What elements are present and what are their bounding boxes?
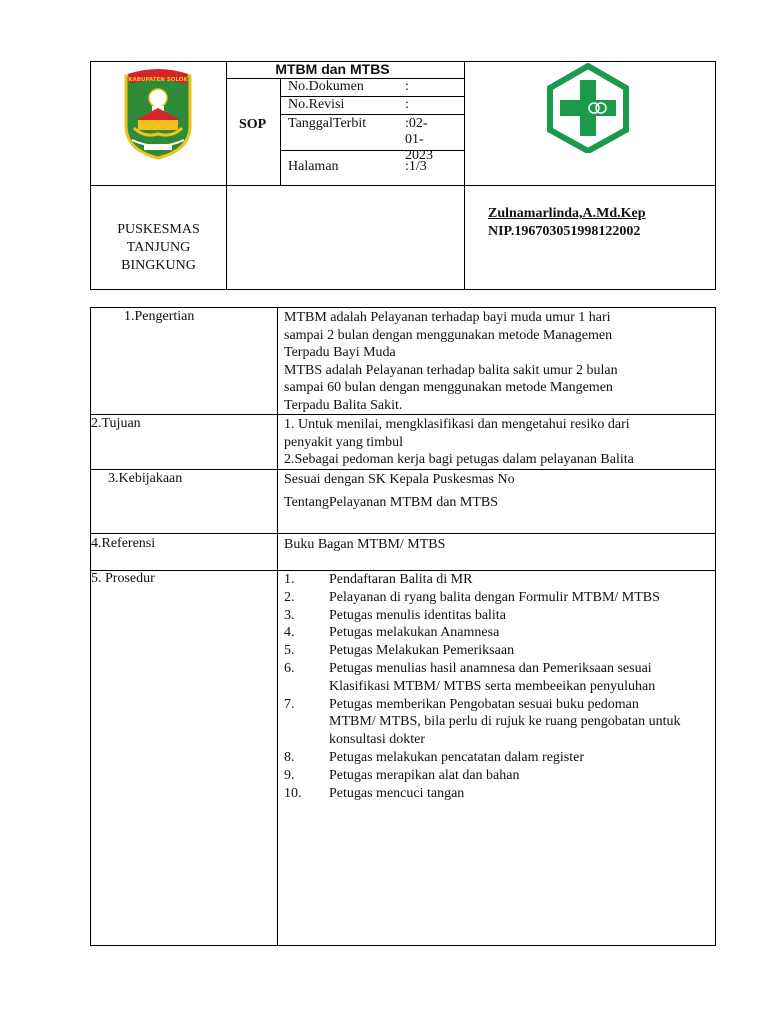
- step-number: 9.: [284, 767, 295, 783]
- header-divider: [280, 114, 464, 115]
- step-number: 1.: [284, 572, 295, 587]
- step-number: 5.: [284, 643, 295, 659]
- document-title: MTBM dan MTBS: [275, 61, 390, 77]
- list-item: [284, 660, 712, 696]
- list-item: [284, 571, 712, 589]
- section-content-pengertian: [284, 309, 712, 414]
- puskesmas-logo: [544, 63, 632, 153]
- section-label-tujuan: 2.Tujuan: [91, 416, 141, 431]
- list-item: [284, 749, 712, 767]
- signer-block: [488, 205, 646, 241]
- regency-emblem-logo: [122, 68, 194, 160]
- section-label-referensi: 4.Referensi: [91, 536, 156, 551]
- list-item: [284, 642, 712, 660]
- puskesmas-icon: [544, 63, 632, 153]
- signer-name: Zulnamarlinda,A.Md.Kep: [488, 206, 646, 221]
- text-line: MTBS adalah Pelayanan terhadap balita sakit umur 2 bulan: [284, 362, 618, 378]
- list-item: [284, 767, 712, 785]
- step-text: Pelayanan di ryang balita dengan Formulir MTBM/ MTBS: [329, 589, 660, 605]
- list-item: [284, 624, 712, 642]
- step-number: 3.: [284, 607, 295, 623]
- section-content-tujuan: [284, 416, 712, 469]
- step-number: 2.: [284, 589, 295, 605]
- institution-line: PUSKESMAS: [117, 222, 200, 237]
- text-line: Sesuai dengan SK Kepala Puskesmas No: [284, 472, 515, 487]
- header-divider: [280, 78, 281, 185]
- signer-nip: NIP.196703051998122002: [488, 224, 641, 239]
- content-row-divider: [90, 414, 716, 415]
- regency-emblem-icon: [122, 68, 194, 160]
- step-number: 7.: [284, 696, 295, 712]
- list-item: [284, 589, 712, 607]
- header-divider: [90, 185, 716, 186]
- section-content-kebijakaan: [284, 471, 712, 511]
- text-line: Terpadu Balita Sakit.: [284, 397, 403, 413]
- emblem-banner-text: KABUPATEN SOLOK: [128, 77, 188, 83]
- content-column-divider: [277, 307, 278, 946]
- procedure-list: [284, 571, 712, 802]
- text-line: TentangPelayanan MTBM dan MTBS: [284, 494, 499, 510]
- meta-value: :: [405, 97, 409, 112]
- step-text: Petugas melakukan pencatatan dalam register: [329, 749, 585, 765]
- text-line: Buku Bagan MTBM/ MTBS: [284, 537, 446, 552]
- meta-label: Halaman: [288, 159, 339, 174]
- meta-value: :: [405, 79, 409, 94]
- text-line: sampai 60 bulan dengan menggunakan metode Mangemen: [284, 380, 613, 395]
- step-text: Petugas melakukan Anamnesa: [329, 625, 500, 641]
- header-divider: [226, 61, 227, 290]
- step-text: Petugas Melakukan Pemeriksaan: [329, 643, 515, 659]
- institution-line: BINGKUNG: [121, 258, 196, 273]
- content-row-divider: [90, 469, 716, 470]
- header-divider: [464, 61, 465, 290]
- section-label-kebijakaan: 3.Kebijakaan: [108, 471, 183, 486]
- step-number: 6.: [284, 660, 295, 676]
- step-number: 8.: [284, 749, 295, 765]
- meta-label: No.Dokumen: [288, 79, 364, 94]
- step-text: Petugas merapikan alat dan bahan: [329, 767, 520, 783]
- content-row-divider: [90, 533, 716, 534]
- step-text: Petugas menulis identitas balita: [329, 607, 506, 623]
- step-text: Petugas memberikan Pengobatan sesuai buku pedoman MTBM/ MTBS, bila perlu di rujuk ke ruang pengobatan untuk konsultasi dokter: [329, 696, 681, 748]
- institution-line: TANJUNG: [126, 240, 191, 255]
- meta-label: No.Revisi: [288, 97, 345, 112]
- text-line: 1. Untuk menilai, mengklasifikasi dan mengetahui resiko dari: [284, 417, 630, 432]
- header-divider: [280, 150, 464, 151]
- meta-value: :1/3: [405, 159, 427, 174]
- section-label-pengertian: 1.Pengertian: [124, 309, 195, 324]
- meta-value: :02-01- 2023: [405, 116, 433, 163]
- step-text: Pendaftaran Balita di MR: [329, 572, 473, 587]
- institution-name: [91, 221, 226, 275]
- list-item: [284, 696, 712, 749]
- step-number: 10.: [284, 785, 302, 801]
- step-number: 4.: [284, 625, 295, 641]
- section-label-prosedur: 5. Prosedur: [91, 571, 155, 586]
- text-line: penyakit yang timbul: [284, 434, 403, 450]
- step-text: Petugas menulias hasil anamnesa dan Pemeriksaan sesuai Klasifikasi MTBM/ MTBS serta membeeikan penyuluhan: [329, 660, 656, 694]
- list-item: [284, 785, 712, 803]
- text-line: Terpadu Bayi Muda: [284, 345, 396, 360]
- section-content-referensi: [284, 536, 712, 554]
- text-line: sampai 2 bulan dengan menggunakan metode Managemen: [284, 327, 613, 343]
- text-line: MTBM adalah Pelayanan terhadap bayi muda umur 1 hari: [284, 310, 611, 325]
- sop-label: SOP: [239, 117, 267, 132]
- list-item: [284, 607, 712, 625]
- step-text: Petugas mencuci tangan: [329, 785, 465, 801]
- meta-label: TanggalTerbit: [288, 116, 367, 131]
- text-line: 2.Sebagai pedoman kerja bagi petugas dalam pelayanan Balita: [284, 452, 634, 467]
